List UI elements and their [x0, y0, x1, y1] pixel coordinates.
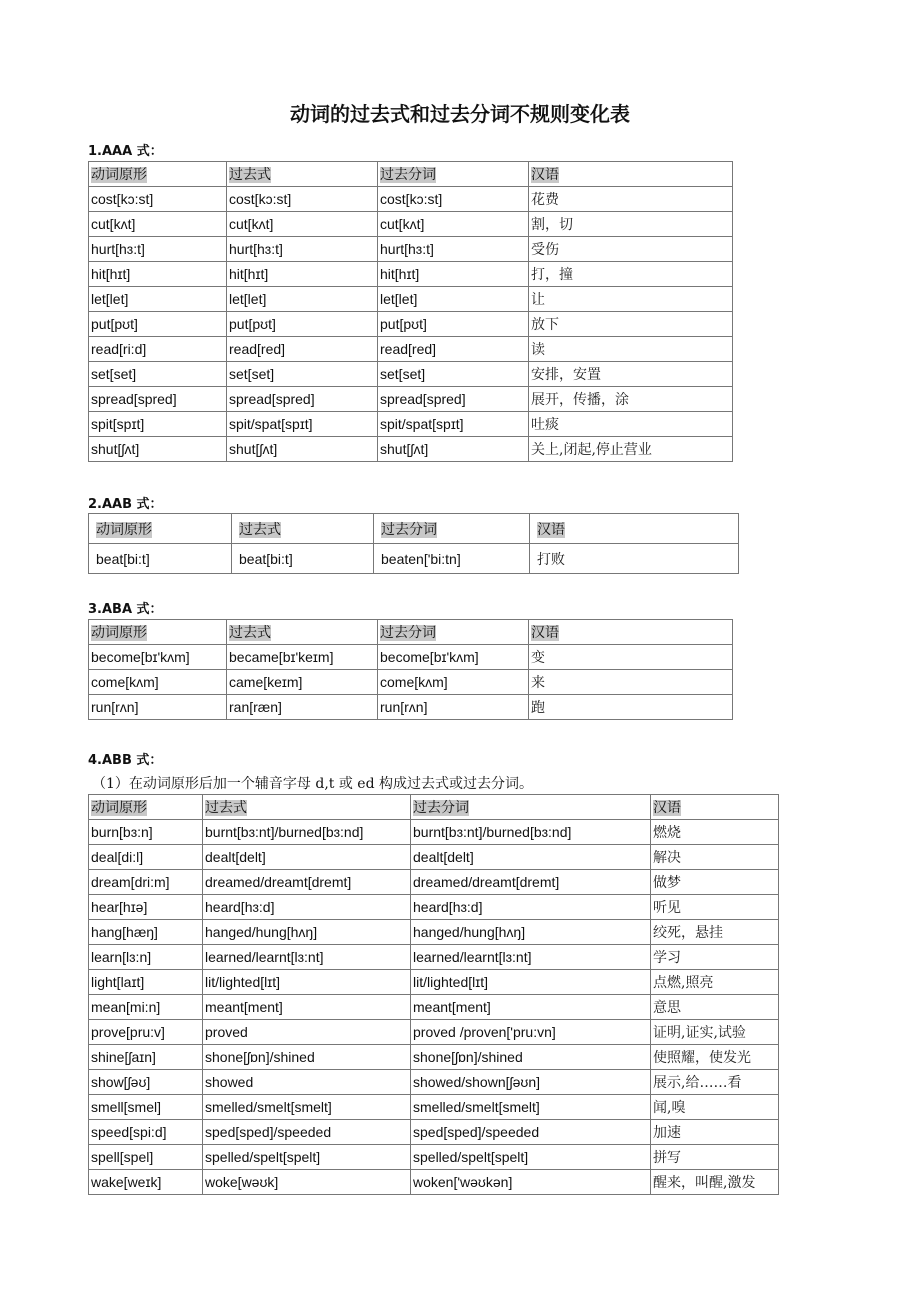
table-row	[89, 945, 779, 970]
cell-chinese-meaning: 放下	[529, 312, 733, 337]
cell-base-form: wake[weɪk]	[89, 1170, 203, 1195]
header-row	[89, 620, 733, 645]
cell-past-participle: dealt[delt]	[411, 845, 651, 870]
cell-chinese-meaning: 解决	[651, 845, 779, 870]
cell-chinese-meaning: 跑	[529, 695, 733, 720]
cell-past-tense: burnt[bɜ:nt]/burned[bɜ:nd]	[203, 820, 411, 845]
cell-chinese-meaning: 来	[529, 670, 733, 695]
header-label: 汉语	[653, 800, 681, 816]
cell-past-participle: sped[sped]/speeded	[411, 1120, 651, 1145]
table-row	[89, 670, 733, 695]
table-row	[89, 1170, 779, 1195]
table-row	[89, 237, 733, 262]
table-row	[89, 920, 779, 945]
header-label: 动词原形	[96, 521, 152, 538]
table-row	[89, 437, 733, 462]
table-row	[89, 262, 733, 287]
table-row	[89, 845, 779, 870]
header-chinese-meaning	[529, 162, 733, 187]
cell-base-form: shine[ʃaɪn]	[89, 1045, 203, 1070]
table-row	[89, 895, 779, 920]
cell-past-participle: meant[ment]	[411, 995, 651, 1020]
header-past-participle	[374, 514, 530, 544]
section-heading-aab: 2.AAB 式：	[88, 497, 163, 512]
section-heading-aba: 3.ABA 式：	[88, 602, 163, 617]
cell-past-tense: read[red]	[227, 337, 378, 362]
header-label: 过去式	[205, 800, 247, 816]
cell-past-participle: cost[kɔ:st]	[378, 187, 529, 212]
cell-past-participle: proved /proven['pru:vn]	[411, 1020, 651, 1045]
cell-past-tense: shut[ʃʌt]	[227, 437, 378, 462]
cell-past-participle: let[let]	[378, 287, 529, 312]
cell-past-participle: shut[ʃʌt]	[378, 437, 529, 462]
table-row	[89, 412, 733, 437]
cell-past-tense: showed	[203, 1070, 411, 1095]
header-label: 过去式	[239, 521, 281, 538]
cell-past-participle: hurt[hɜ:t]	[378, 237, 529, 262]
cell-base-form: shut[ʃʌt]	[89, 437, 227, 462]
cell-past-participle: lit/lighted[lɪt]	[411, 970, 651, 995]
cell-base-form: learn[lɜ:n]	[89, 945, 203, 970]
cell-past-participle: hit[hɪt]	[378, 262, 529, 287]
cell-past-tense: dreamed/dreamt[dremt]	[203, 870, 411, 895]
table-row	[89, 820, 779, 845]
cell-base-form: become[bɪ'kʌm]	[89, 645, 227, 670]
table-row	[89, 387, 733, 412]
table-row	[89, 212, 733, 237]
cell-past-tense: came[keɪm]	[227, 670, 378, 695]
cell-chinese-meaning: 吐痰	[529, 412, 733, 437]
cell-chinese-meaning: 加速	[651, 1120, 779, 1145]
cell-past-participle: come[kʌm]	[378, 670, 529, 695]
table-row	[89, 970, 779, 995]
header-label: 过去式	[229, 625, 271, 641]
cell-past-tense: dealt[delt]	[203, 845, 411, 870]
cell-chinese-meaning: 听见	[651, 895, 779, 920]
cell-chinese-meaning: 意思	[651, 995, 779, 1020]
header-past-participle	[378, 162, 529, 187]
cell-past-tense: cost[kɔ:st]	[227, 187, 378, 212]
header-label: 动词原形	[91, 625, 147, 641]
header-chinese-meaning	[530, 514, 739, 544]
verb-table-aaa	[88, 161, 733, 462]
cell-base-form: cost[kɔ:st]	[89, 187, 227, 212]
cell-base-form: let[let]	[89, 287, 227, 312]
cell-base-form: run[rʌn]	[89, 695, 227, 720]
table-row	[89, 187, 733, 212]
table-row	[89, 1045, 779, 1070]
header-base-form	[89, 620, 227, 645]
cell-chinese-meaning: 醒来，叫醒,激发	[651, 1170, 779, 1195]
cell-base-form: spell[spel]	[89, 1145, 203, 1170]
cell-base-form: deal[di:l]	[89, 845, 203, 870]
cell-past-participle: showed/shown[ʃəʊn]	[411, 1070, 651, 1095]
cell-past-tense: ran[ræn]	[227, 695, 378, 720]
cell-base-form: show[ʃəʊ]	[89, 1070, 203, 1095]
cell-base-form: come[kʌm]	[89, 670, 227, 695]
cell-past-participle: spelled/spelt[spelt]	[411, 1145, 651, 1170]
header-base-form	[89, 795, 203, 820]
section-heading-aaa: 1.AAA 式：	[88, 144, 163, 159]
verb-table-abb	[88, 794, 779, 1195]
cell-past-tense: hanged/hung[hʌŋ]	[203, 920, 411, 945]
header-row	[89, 795, 779, 820]
section-heading-abb: 4.ABB 式：	[88, 753, 163, 768]
cell-past-participle: become[bɪ'kʌm]	[378, 645, 529, 670]
table-row	[89, 312, 733, 337]
cell-base-form: set[set]	[89, 362, 227, 387]
table-row	[89, 870, 779, 895]
table-row	[89, 544, 739, 574]
header-chinese-meaning	[529, 620, 733, 645]
cell-base-form: speed[spi:d]	[89, 1120, 203, 1145]
table-row	[89, 645, 733, 670]
cell-base-form: hit[hɪt]	[89, 262, 227, 287]
cell-base-form: hang[hæŋ]	[89, 920, 203, 945]
cell-base-form: spit[spɪt]	[89, 412, 227, 437]
cell-base-form: hurt[hɜ:t]	[89, 237, 227, 262]
cell-chinese-meaning: 读	[529, 337, 733, 362]
header-row	[89, 162, 733, 187]
cell-past-tense: hurt[hɜ:t]	[227, 237, 378, 262]
header-label: 动词原形	[91, 167, 147, 183]
cell-base-form: smell[smel]	[89, 1095, 203, 1120]
cell-chinese-meaning: 受伤	[529, 237, 733, 262]
cell-base-form: dream[dri:m]	[89, 870, 203, 895]
header-past-tense	[232, 514, 374, 544]
cell-past-tense: spelled/spelt[spelt]	[203, 1145, 411, 1170]
cell-chinese-meaning: 做梦	[651, 870, 779, 895]
cell-past-participle: shone[ʃɒn]/shined	[411, 1045, 651, 1070]
table-row	[89, 337, 733, 362]
header-label: 过去分词	[381, 521, 437, 538]
page-title: 动词的过去式和过去分词不规则变化表	[290, 102, 630, 126]
table-row	[89, 287, 733, 312]
header-base-form	[89, 514, 232, 544]
table-row	[89, 1020, 779, 1045]
cell-chinese-meaning: 安排，安置	[529, 362, 733, 387]
cell-chinese-meaning: 使照耀，使发光	[651, 1045, 779, 1070]
cell-past-tense: beat[bi:t]	[232, 544, 374, 574]
cell-past-participle: learned/learnt[lɜ:nt]	[411, 945, 651, 970]
cell-past-participle: heard[hɜ:d]	[411, 895, 651, 920]
header-label: 汉语	[531, 625, 559, 641]
cell-chinese-meaning: 点燃,照亮	[651, 970, 779, 995]
cell-chinese-meaning: 燃烧	[651, 820, 779, 845]
header-past-tense	[203, 795, 411, 820]
cell-past-tense: shone[ʃɒn]/shined	[203, 1045, 411, 1070]
cell-chinese-meaning: 证明,证实,试验	[651, 1020, 779, 1045]
cell-chinese-meaning: 闻,嗅	[651, 1095, 779, 1120]
cell-past-tense: smelled/smelt[smelt]	[203, 1095, 411, 1120]
verb-table-aab	[88, 513, 739, 574]
cell-base-form: spread[spred]	[89, 387, 227, 412]
cell-past-participle: smelled/smelt[smelt]	[411, 1095, 651, 1120]
cell-chinese-meaning: 打败	[530, 544, 739, 574]
cell-past-participle: run[rʌn]	[378, 695, 529, 720]
cell-base-form: mean[mi:n]	[89, 995, 203, 1020]
cell-base-form: light[laɪt]	[89, 970, 203, 995]
cell-past-tense: meant[ment]	[203, 995, 411, 1020]
header-label: 过去分词	[413, 800, 469, 816]
cell-base-form: cut[kʌt]	[89, 212, 227, 237]
cell-past-tense: sped[sped]/speeded	[203, 1120, 411, 1145]
cell-base-form: read[ri:d]	[89, 337, 227, 362]
table-row	[89, 1145, 779, 1170]
cell-past-tense: hit[hɪt]	[227, 262, 378, 287]
cell-chinese-meaning: 打，撞	[529, 262, 733, 287]
header-past-participle	[378, 620, 529, 645]
cell-chinese-meaning: 变	[529, 645, 733, 670]
table-row	[89, 1095, 779, 1120]
verb-table-aba	[88, 619, 733, 720]
cell-base-form: put[pʊt]	[89, 312, 227, 337]
cell-base-form: hear[hɪə]	[89, 895, 203, 920]
cell-past-participle: spread[spred]	[378, 387, 529, 412]
cell-past-participle: spit/spat[spɪt]	[378, 412, 529, 437]
header-row	[89, 514, 739, 544]
header-base-form	[89, 162, 227, 187]
header-label: 汉语	[537, 521, 565, 538]
header-past-tense	[227, 620, 378, 645]
cell-past-tense: spread[spred]	[227, 387, 378, 412]
cell-past-participle: cut[kʌt]	[378, 212, 529, 237]
cell-past-participle: beaten['bi:tn]	[374, 544, 530, 574]
cell-past-tense: let[let]	[227, 287, 378, 312]
cell-chinese-meaning: 学习	[651, 945, 779, 970]
cell-chinese-meaning: 绞死，悬挂	[651, 920, 779, 945]
cell-past-tense: put[pʊt]	[227, 312, 378, 337]
table-row	[89, 1120, 779, 1145]
cell-past-participle: woken['wəʊkən]	[411, 1170, 651, 1195]
cell-past-tense: set[set]	[227, 362, 378, 387]
cell-chinese-meaning: 花费	[529, 187, 733, 212]
cell-base-form: prove[pru:v]	[89, 1020, 203, 1045]
section-note-abb: （1）在动词原形后加一个辅音字母 d,t 或 ed 构成过去式或过去分词。	[92, 776, 533, 792]
header-label: 过去分词	[380, 167, 436, 183]
header-label: 汉语	[531, 167, 559, 183]
header-past-participle	[411, 795, 651, 820]
header-label: 过去式	[229, 167, 271, 183]
cell-past-tense: heard[hɜ:d]	[203, 895, 411, 920]
cell-base-form: beat[bi:t]	[89, 544, 232, 574]
cell-chinese-meaning: 让	[529, 287, 733, 312]
table-row	[89, 1070, 779, 1095]
cell-chinese-meaning: 关上,闭起,停止营业	[529, 437, 733, 462]
cell-past-participle: burnt[bɜ:nt]/burned[bɜ:nd]	[411, 820, 651, 845]
header-label: 过去分词	[380, 625, 436, 641]
header-label: 动词原形	[91, 800, 147, 816]
cell-past-tense: proved	[203, 1020, 411, 1045]
cell-base-form: burn[bɜ:n]	[89, 820, 203, 845]
cell-past-participle: dreamed/dreamt[dremt]	[411, 870, 651, 895]
cell-past-participle: hanged/hung[hʌŋ]	[411, 920, 651, 945]
cell-past-tense: spit/spat[spɪt]	[227, 412, 378, 437]
cell-past-participle: read[red]	[378, 337, 529, 362]
cell-past-tense: woke[wəʊk]	[203, 1170, 411, 1195]
cell-past-participle: put[pʊt]	[378, 312, 529, 337]
table-row	[89, 995, 779, 1020]
cell-past-participle: set[set]	[378, 362, 529, 387]
cell-past-tense: cut[kʌt]	[227, 212, 378, 237]
cell-chinese-meaning: 拼写	[651, 1145, 779, 1170]
cell-past-tense: learned/learnt[lɜ:nt]	[203, 945, 411, 970]
cell-past-tense: lit/lighted[lɪt]	[203, 970, 411, 995]
header-chinese-meaning	[651, 795, 779, 820]
cell-past-tense: became[bɪ'keɪm]	[227, 645, 378, 670]
header-past-tense	[227, 162, 378, 187]
cell-chinese-meaning: 展示,给……看	[651, 1070, 779, 1095]
table-row	[89, 362, 733, 387]
cell-chinese-meaning: 展开，传播，涂	[529, 387, 733, 412]
cell-chinese-meaning: 割，切	[529, 212, 733, 237]
table-row	[89, 695, 733, 720]
